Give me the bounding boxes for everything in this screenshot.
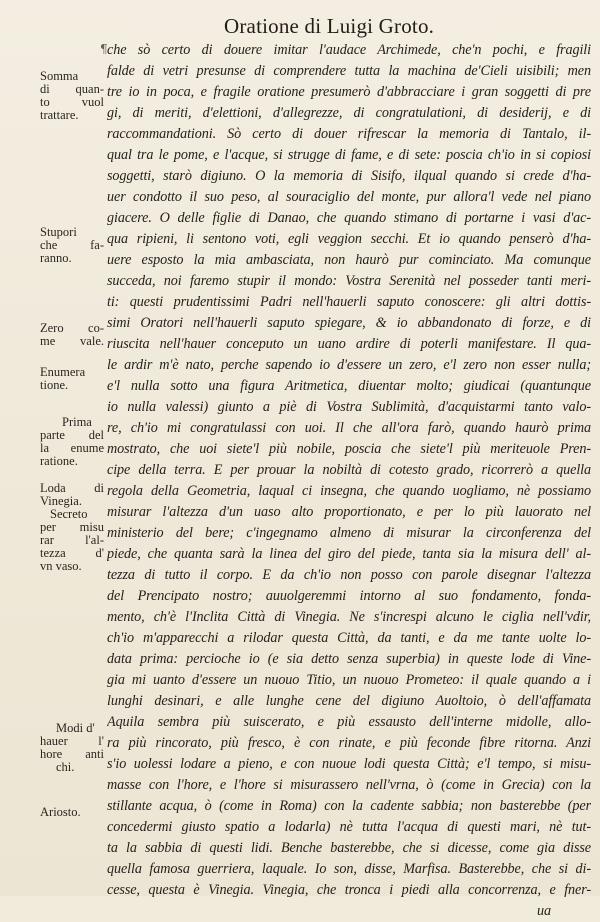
text-line: regola della Geometria, laqual ci insegna, che quando uogliamo, nè possiamo: [107, 483, 591, 499]
text-line: ra più rincorato, più fresco, è con rinate, e più feconde fibre ritorna. Anzi: [107, 735, 591, 751]
margin-note-line: rar l'al-: [40, 534, 104, 547]
margin-note-line: vn vaso.: [40, 560, 82, 573]
text-line: mostrato, che uoi siete'l più nobile, posciа che siete'l più meriteuole Pren-: [107, 441, 591, 457]
margin-notes: [0, 0, 108, 896]
text-line: ua: [537, 903, 551, 919]
text-line: data prima: percioche io (e sia detto senza superbia) in queste lode di Vine-: [107, 651, 591, 667]
text-line: ta la sabbia di questi lidi. Benche basterebbe, che si dicesse, come gia disse: [107, 840, 591, 856]
text-line: qua ripieni, li sentono voti, egli veggion secchi. Et io quando penserò d'ha-: [107, 231, 591, 247]
text-line: ministerio del bere; c'ingegnamo almeno di misurar la circonferenza del: [107, 525, 591, 541]
text-line: tezza di tutto il corpo. E da ch'io non posso con parole disegnar l'altezza: [107, 567, 591, 583]
text-line: del Prencipato nostro; auuolgeremmi intorno al suo fondamento, fonda-: [107, 588, 591, 604]
text-line: soggetti, starò digiuno. O la memoria di Sisifo, ilqual quando si crede d'ha-: [107, 168, 591, 184]
text-line: gia mi uanto d'essere un nuouo Titio, un nuouo Prometeo: il quale quando a i: [107, 672, 591, 688]
paragraph-mark-icon: ¶: [100, 42, 108, 56]
text-line: riuscita nell'hauer conceputo un uano ardire di poterli manifestare. Il qua-: [107, 336, 591, 352]
margin-note-line: Prima: [62, 416, 92, 429]
margin-note-line: tezza d': [40, 547, 104, 560]
margin-note-line: che fa-: [40, 239, 104, 252]
margin-note-zero: [40, 322, 104, 348]
text-line: ti: questi prudentissimi Padri nell'hauerli saputo conoscere: gli altri dottis-: [107, 294, 591, 310]
margin-note-ariosto: [40, 806, 104, 819]
text-line: re, ch'io mi congratulassi con uoi. Il che all'ora farò, quando haurò prima: [107, 420, 591, 436]
text-line: io nulla valessi) giunto a piè di Vostra Sublimità, d'acquistarmi tanto valo-: [107, 399, 591, 415]
text-line: e'l nulla sotto una figura Aritmetica, diuentar molto; giudicai (quantunque: [107, 378, 591, 394]
text-line: mento, ch'è l'Inclita Città di Vinegia. Ne s'increspi alcuno le ciglia nell'vdir,: [107, 609, 591, 625]
text-line: piede, che quanta sarà la linea del giro del piede, tanta sia la misura dell' al-: [107, 546, 591, 562]
text-line: succeda, noi faremo stupir il mondo: Vostra Serenità nel posseder tanti meri-: [107, 273, 591, 289]
margin-note-line: Ariosto.: [40, 806, 81, 819]
margin-note-line: la enume: [40, 442, 104, 455]
margin-note-line: parte del: [40, 429, 104, 442]
text-line: che sò certo di douere imitar l'audace Archimede, che'n pochi, e fragili: [107, 42, 591, 58]
margin-note-line: Zero co-: [40, 322, 104, 335]
margin-note-line: trattare.: [40, 109, 79, 122]
text-line: tre io in poca, e fragile oratione presumerò d'abbracciare i gran soggetti di pre: [107, 84, 591, 100]
text-line: le ardir m'è nato, perche sapendo io d'essere un zero, e'l zero non esser nulla;: [107, 357, 591, 373]
margin-note-loda-vinegia: [40, 482, 104, 573]
margin-note-line: Somma: [40, 70, 79, 83]
text-line: uere esposto la mia ambasciata, non haurò pur cominciato. Ma comunque: [107, 252, 591, 268]
margin-note-line: chi.: [56, 761, 75, 774]
body-text: [107, 40, 591, 922]
margin-note-line: hauer l': [40, 735, 104, 748]
margin-note-line: me vale.: [40, 335, 104, 348]
text-line: quella famosa guerriera, laquale. Io son, disse, Marfisa. Basterebbe, che si di-: [107, 861, 591, 877]
margin-note-line: Loda di: [40, 482, 104, 495]
text-line: uer condotto il suo peso, al sourаciglio del monte, pur allora'l vede nel piano: [107, 189, 591, 205]
text-line: masse con l'hore, e l'hore si misurassero nell'vrna, ò (come in Grecia) con la: [107, 777, 591, 793]
margin-note-line: Modi d': [56, 722, 95, 735]
text-line: giacere. O delle figlie di Danao, che quando stimano di portarne i vasi d'ac-: [107, 210, 591, 226]
margin-note-line: hore anti: [40, 748, 104, 761]
margin-note-line: Vinegia.: [40, 495, 82, 508]
margin-note-prima-parte: [40, 416, 104, 468]
margin-note-line: ratione.: [40, 455, 78, 468]
margin-note-line: ranno.: [40, 252, 72, 265]
text-line: Aquila sembra più suiscerato, e più essausto dell'interne midolle, allo-: [107, 714, 591, 730]
margin-note-modi-hore: [40, 722, 104, 774]
text-line: raccommandationi. Sò certo di douer rifrescar la memoria di Tantalo, il-: [107, 126, 591, 142]
text-line: cipe della terra. E per prouar la nobiltà di cotesto grado, ricorrerò a quella: [107, 462, 591, 478]
text-line: s'io uolessi lodare a pieno, e con nuoue lodi questa Città; e'l tempo, si misu-: [107, 756, 591, 772]
margin-note-somma: [40, 70, 104, 122]
margin-note-line: per misu: [40, 521, 104, 534]
text-line: lunghi desinari, e alle lunghe cene del digiuno Auoltoio, ò dell'affamata: [107, 693, 591, 709]
margin-note-enumeratione: [40, 366, 104, 392]
text-line: concedermi giusto spatio a lodarla) nè tutta l'acqua di questi mari, nè tut-: [107, 819, 591, 835]
text-line: stillante acqua, ò (come in Roma) con la cadente sabbia; non basterebbe (per: [107, 798, 591, 814]
margin-note-line: tione.: [40, 379, 69, 392]
page-header: Oratione di Luigi Groto.: [224, 14, 435, 38]
text-line: qual tra le pome, e l'acque, si strugge di fame, e di sete: posciа ch'io in si copiosi: [107, 147, 591, 163]
margin-note-line: di quan-: [40, 83, 104, 96]
margin-note-line: Enumera: [40, 366, 86, 379]
text-line: cesse, questa è Vinegia. Vinegia, che tronca i piedi alla concorrenza, e fner-: [107, 882, 591, 898]
margin-note-line: Stupori: [40, 226, 77, 239]
margin-note-line: to vuol: [40, 96, 104, 109]
margin-note-line: Secreto: [50, 508, 88, 521]
text-line: misurar l'altezza d'un uaso alto proportionato, e per lo più lauorato nel: [107, 504, 591, 520]
text-line: simi Oratori nell'hauerli saputo spiegare, & io abbandonato di forze, e di: [107, 315, 591, 331]
text-line: ch'io m'apparecchi a rilodar questa Città, da tanti, e da me tante uolte lo-: [107, 630, 591, 646]
text-line: falde di vetri presunse di comprendere tutta la machina de'Cieli uisibili; men: [107, 63, 591, 79]
text-line: gi, di meriti, d'elettioni, d'allegrezze, di congratulationi, di desiderij, e di: [107, 105, 591, 121]
margin-note-stupori: [40, 226, 104, 265]
